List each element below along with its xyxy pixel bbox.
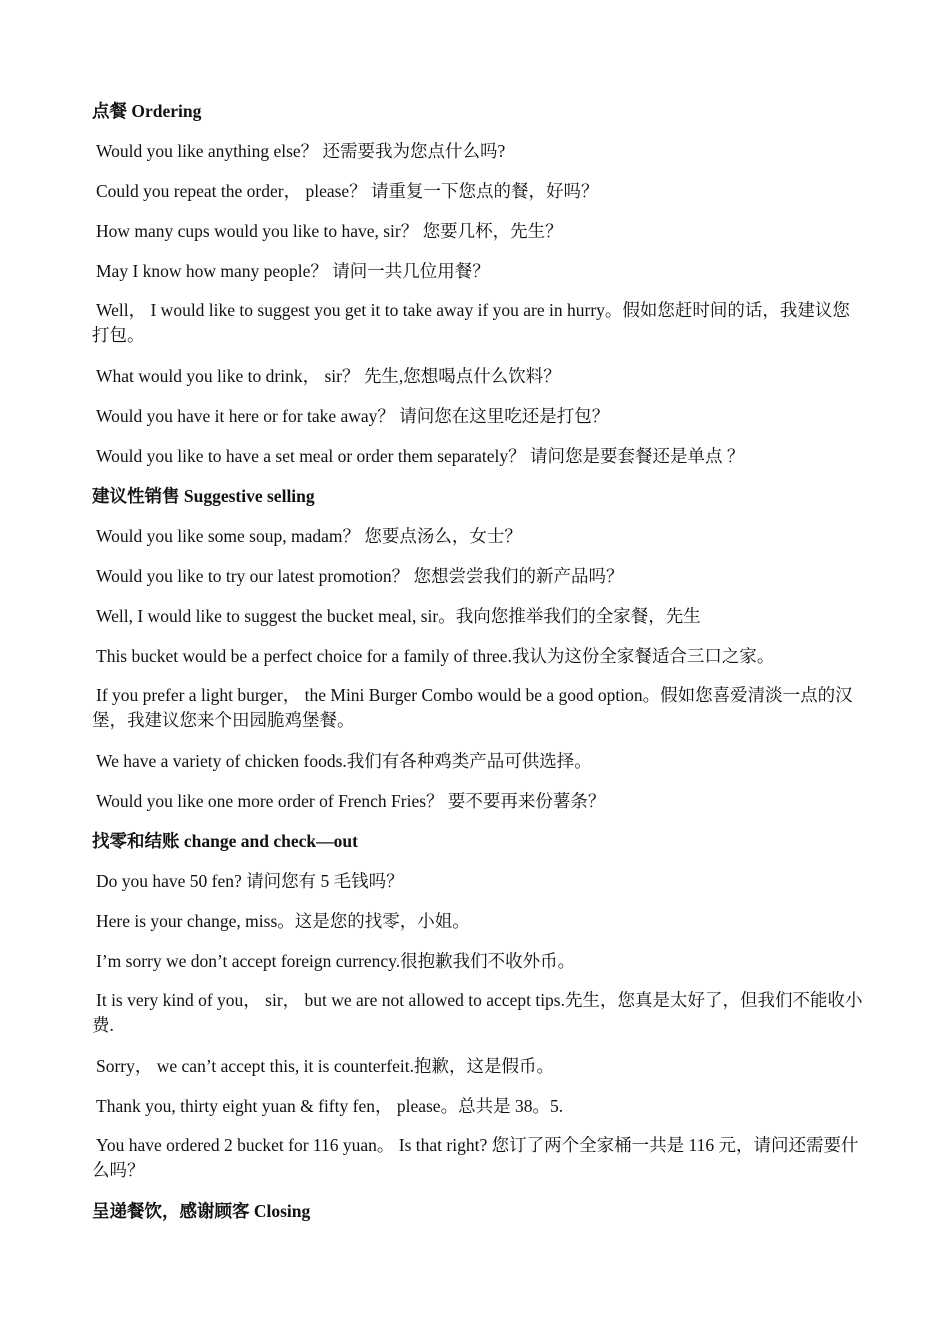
phrase-line: Do you have 50 fen? 请问您有 5 毛钱吗？	[96, 871, 404, 891]
phrase-line: You have ordered 2 bucket for 116 yuan。 Is that right? 您订了两个全家桶一共是 116 元，请问还需要什么吗？	[92, 1135, 859, 1180]
phrase-line: Here is your change, miss。这是您的找零，小姐。	[96, 911, 470, 931]
phrase-line: Would you like some soup, madam？ 您要点汤么，女士？	[96, 526, 522, 546]
document-page	[92, 98, 864, 1238]
phrase-line: Would you have it here or for take away？ 请问您在这里吃还是打包？	[96, 406, 610, 426]
phrase-line: Well, I would like to suggest the bucket meal, sir。我向您推举我们的全家餐，先生	[96, 606, 701, 626]
phrase-line: Well， I would like to suggest you get it to take away if you are in hurry。假如您赶时间的话，我建议您打包。	[92, 300, 850, 345]
phrase-line: Would you like one more order of French Fries？ 要不要再来份薯条？	[96, 791, 606, 811]
phrase-line: I’m sorry we don’t accept foreign currency.很抱歉我们不收外币。	[96, 951, 576, 971]
phrase-line: It is very kind of you， sir， but we are not allowed to accept tips.先生，您真是太好了，但我们不能收小费.	[92, 990, 863, 1035]
phrase-line: Thank you, thirty eight yuan & fifty fen， please。总共是 38。5.	[96, 1096, 564, 1116]
phrase-line: Could you repeat the order， please？ 请重复一下您点的餐，好吗？	[96, 181, 599, 201]
phrase-line: What would you like to drink， sir？ 先生,您想喝点什么饮料？	[96, 366, 561, 386]
section-heading-closing: 呈递餐饮，感谢顾客 Closing	[92, 1201, 311, 1221]
phrase-line: May I know how many people？ 请问一共几位用餐？	[96, 261, 490, 281]
section-heading-change-checkout: 找零和结账 change and check—out	[92, 831, 358, 851]
phrase-line: Would you like anything else？ 还需要我为您点什么吗?	[96, 141, 506, 161]
phrase-line: Would you like to have a set meal or order them separately？ 请问您是要套餐还是单点 ？	[96, 446, 745, 466]
section-heading-suggestive-selling: 建议性销售 Suggestive selling	[92, 486, 315, 506]
phrase-line: Sorry， we can’t accept this, it is counterfeit.抱歉，这是假币。	[96, 1056, 554, 1076]
phrase-line: Would you like to try our latest promotion？ 您想尝尝我们的新产品吗？	[96, 566, 624, 586]
phrase-line: How many cups would you like to have, sir？ 您要几杯，先生？	[96, 221, 563, 241]
phrase-line: This bucket would be a perfect choice for a family of three.我认为这份全家餐适合三口之家。	[96, 646, 775, 666]
phrase-line: We have a variety of chicken foods.我们有各种鸡类产品可供选择。	[96, 751, 592, 771]
phrase-line: If you prefer a light burger， the Mini Burger Combo would be a good option。假如您喜爱清淡一点的汉堡，我建议您来个田园脆鸡堡餐。	[92, 685, 853, 730]
section-heading-ordering: 点餐 Ordering	[92, 101, 202, 121]
